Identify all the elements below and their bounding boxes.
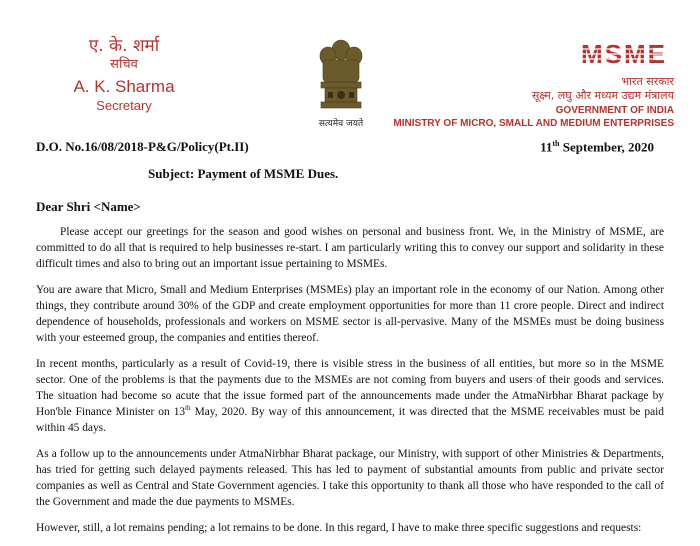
emblem-motto: सत्यमेव जयते	[318, 119, 364, 129]
ministry-hindi: सूक्ष्म, लघु और मध्यम उद्यम मंत्रालय	[531, 89, 674, 102]
msme-logo	[574, 40, 674, 73]
government-hindi: भारत सरकार	[621, 75, 674, 88]
lion-capital-icon	[315, 36, 367, 114]
sender-block	[24, 36, 224, 114]
reference-number: D.O. No.16/08/2018-P&G/Policy(Pt.II)	[36, 139, 249, 154]
letter-date	[540, 139, 654, 155]
paragraph-3-part-b: May, 2020. By way of this announcement, it was directed that the MSME receivables must be paid within 45 days.	[36, 406, 664, 434]
paragraph-5: However, still, a lot remains pending; a lot remains to be done. In this regard, I have to make three specific suggestions and requests:	[36, 522, 642, 534]
letter-body	[36, 224, 664, 546]
government-english: GOVERNMENT OF INDIA	[555, 105, 674, 116]
sender-name-hindi: ए. के. शर्मा	[88, 36, 160, 56]
date-rest: September, 2020	[559, 139, 654, 155]
paragraph-4: As a follow up to the announcements under AtmaNirbhar Bharat package, our Ministry, with support of other Ministries & Departments, has tried for getting such delayed payments released. This has led to payment of substantial amounts from public and private sector companies as well as Central and State Government agencies. I take this opportunity to thank all those who have responded to the call of the Government and made the due payments to MSMEs.	[36, 448, 664, 508]
sender-title: Secretary	[96, 98, 152, 113]
paragraph-3-superscript: th	[185, 404, 191, 413]
sender-title-hindi: सचिव	[110, 57, 138, 72]
svg-text:MSME: MSME	[581, 40, 667, 68]
salutation: Dear Shri <Name>	[36, 199, 141, 214]
national-emblem	[296, 36, 386, 136]
paragraph-2: You are aware that Micro, Small and Medium Enterprises (MSMEs) play an important role in the economy of our Nation. Among other things, they contribute around 30% of the GDP and create employment opportunities for more than 11 crore people. Direct and indirect dependence of households, professionals and workers on MSME sector is all-pervasive. Many of the MSMEs must be doing business with your esteemed group, the companies and entities thereof.	[36, 284, 664, 344]
subject-line: Subject: Payment of MSME Dues.	[148, 166, 339, 181]
ministry-english: MINISTRY OF MICRO, SMALL AND MEDIUM ENTERPRISES	[393, 118, 674, 129]
sender-name: A. K. Sharma	[73, 77, 175, 96]
msme-logo-mark	[574, 40, 674, 68]
ministry-block	[374, 40, 674, 130]
date-day: 11	[540, 139, 553, 155]
paragraph-3-part-a: In recent months, particularly as a result of Covid-19, there is visible stress in the business of all entities, but more so in the MSME sector. One of the problems is that the payments due to the MSMEs are not coming from buyers and users of their goods and services. The situation had become so acute that the issue formed part of the announcements made under the AtmaNirbhar Bharat package by Hon'ble Finance Minister on 13	[36, 358, 664, 418]
paragraph-3	[36, 356, 664, 436]
paragraph-1: Please accept our greetings for the season and good wishes on personal and business front. We, in the Ministry of MSME, are committed to do all that is required to help businesses re-start. I am particularly writing this to convey our support and solidarity in these difficult times and also to bring out an important issue pertaining to MSMEs.	[36, 226, 664, 270]
date-suffix: th	[552, 139, 560, 148]
